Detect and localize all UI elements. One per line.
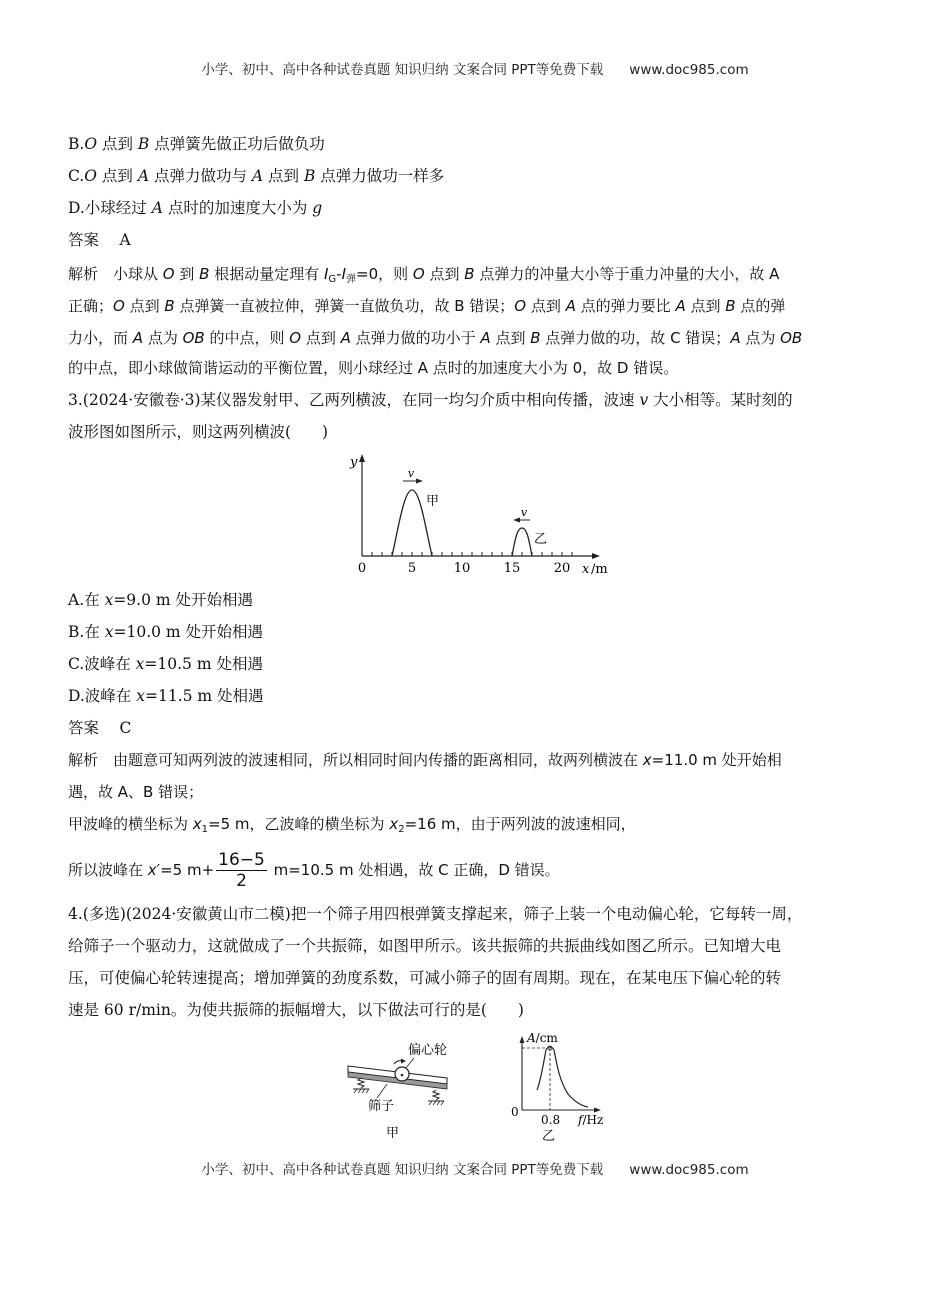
figure-caption-yi: 乙: [542, 1129, 556, 1144]
q3-analysis-line-4: 所以波峰在 x′=5 m+ $\frac{16-5}{2}$ m=10.5 m 处相遇，故 C 正确，D 错误。: [68, 850, 560, 891]
spring-icon: [358, 1078, 364, 1088]
q3-option-a: A.在 x=9.0 m 处开始相遇: [68, 591, 254, 609]
peak-tick-label: 0.8: [541, 1113, 561, 1127]
footer-url[interactable]: www.doc985.com: [629, 1162, 749, 1178]
fraction: $\frac{16-5}{2}$: [218, 850, 265, 891]
svg-text:10: 10: [453, 561, 471, 576]
x-tick-labels: [358, 561, 570, 576]
q3-analysis-line-2: 遇，故 A、B 错误；: [68, 783, 204, 801]
q3-stem-line-2: 波形图如图所示，则这两列横波( ): [68, 423, 329, 441]
y-axis-label: A/cm: [527, 1031, 558, 1045]
page-footer: [0, 1158, 950, 1178]
x-axis-label: x: [582, 562, 590, 577]
q2-analysis-line-4: 的中点，即小球做简谐运动的平衡位置，则小球经过 A 点时的加速度大小为 0，故 D 错误。: [68, 359, 679, 377]
figure-caption-jia: 甲: [386, 1126, 400, 1141]
resonance-chart: [505, 1025, 625, 1150]
wheel-label: 偏心轮: [408, 1043, 448, 1058]
resonance-curve: [537, 1047, 588, 1107]
page-header: [0, 58, 950, 78]
q3-option-c: C.波峰在 x=10.5 m 处相遇: [68, 655, 263, 673]
rotation-arrow-icon: [401, 1059, 406, 1064]
q2-analysis-line-1: 解析 小球从 O 到 B 根据动量定理有 $I_G-I_弹=0$，则 O 点到 B 点弹力的冲量大小等于重力冲量的大小，故 A: [68, 265, 780, 285]
answer-label: 答案: [68, 719, 100, 737]
arrow-right-icon: [416, 479, 423, 484]
y-axis-label: y: [350, 455, 358, 470]
q4-stem-line-4: 速是 60 r/min。为使共振筛的振幅增大，以下做法可行的是( ): [68, 1001, 524, 1019]
q4-stem-line-1: 4.(多选)(2024·安徽黄山市二模)把一个筛子用四根弹簧支撑起来，筛子上装一个电动偏心轮，它每转一周，: [68, 905, 803, 923]
arrow-left-icon: [513, 518, 520, 523]
svg-text:15: 15: [503, 561, 521, 576]
wave-chart: [340, 445, 620, 580]
x-axis-label: f/Hz: [578, 1113, 604, 1127]
sieve-figure: [340, 1030, 460, 1145]
q2-analysis-line-2: 正确；O 点到 B 点弹簧一直被拉伸，弹簧一直做负功，故 B 错误；O 点到 A 点的弹力要比 A 点到 B 点的弹: [68, 297, 786, 315]
q2-option-b: B.O 点到 B 点弹簧先做正功后做负功: [68, 135, 325, 153]
wave-jia-label: 甲: [426, 494, 440, 509]
answer-value: A: [119, 231, 131, 249]
svg-text:5: 5: [407, 561, 417, 576]
q2-option-d: D.小球经过 A 点时的加速度大小为 g: [68, 199, 323, 217]
q4-stem-line-3: 压，可使偏心轮转速提高；增加弹簧的劲度系数，可减小筛子的固有周期。现在，在某电压下偏心轮的转: [68, 969, 782, 987]
wave-yi: [512, 528, 532, 556]
svg-text:v: v: [407, 467, 415, 480]
answer-value: C: [119, 719, 132, 737]
svg-text:/m: /m: [591, 562, 608, 577]
svg-text:20: 20: [553, 561, 571, 576]
q2-analysis-line-3: 力小，而 A 点为 OB 的中点，则 O 点到 A 点弹力做的功小于 A 点到 B 点弹力做的功，故 C 错误；A 点为 OB: [68, 329, 803, 347]
q2-option-c: C.O 点到 A 点弹力做功与 A 点到 B 点弹力做功一样多: [68, 167, 445, 185]
q3-stem-line-1: 3.(2024·安徽卷·3)某仪器发射甲、乙两列横波，在同一均匀介质中相向传播，波速 v 大小相等。某时刻的: [68, 391, 793, 409]
q2-answer: [68, 230, 888, 250]
q3-analysis-line-1: 解析 由题意可知两列波的波速相同，所以相同时间内传播的距离相同，故两列横波在 x=11.0 m 处开始相: [68, 751, 782, 769]
wave-yi-label: 乙: [534, 532, 548, 547]
origin-label: 0: [511, 1105, 519, 1119]
q3-option-d: D.波峰在 x=11.5 m 处相遇: [68, 687, 264, 705]
footer-text: 小学、初中、高中各种试卷真题 知识归纳 文案合同 PPT等免费下载: [201, 1162, 604, 1178]
svg-text:0: 0: [357, 561, 367, 576]
sieve-label: 筛子: [368, 1099, 395, 1114]
q3-answer: [68, 718, 888, 738]
answer-label: 答案: [68, 231, 100, 249]
q4-stem-line-2: 给筛子一个驱动力，这就做成了一个共振筛，如图甲所示。该共振筛的共振曲线如图乙所示。已知增大电: [68, 937, 782, 955]
svg-text:v: v: [520, 506, 528, 519]
header-url[interactable]: www.doc985.com: [629, 62, 749, 78]
header-text: 小学、初中、高中各种试卷真题 知识归纳 文案合同 PPT等免费下载: [201, 62, 604, 78]
spring-icon: [433, 1090, 439, 1100]
q3-analysis-line-3: 甲波峰的横坐标为 $x_1=5$ m，乙波峰的横坐标为 $x_2=16$ m，由于两列波的波速相同，: [68, 815, 636, 835]
q3-option-b: B.在 x=10.0 m 处开始相遇: [68, 623, 264, 641]
